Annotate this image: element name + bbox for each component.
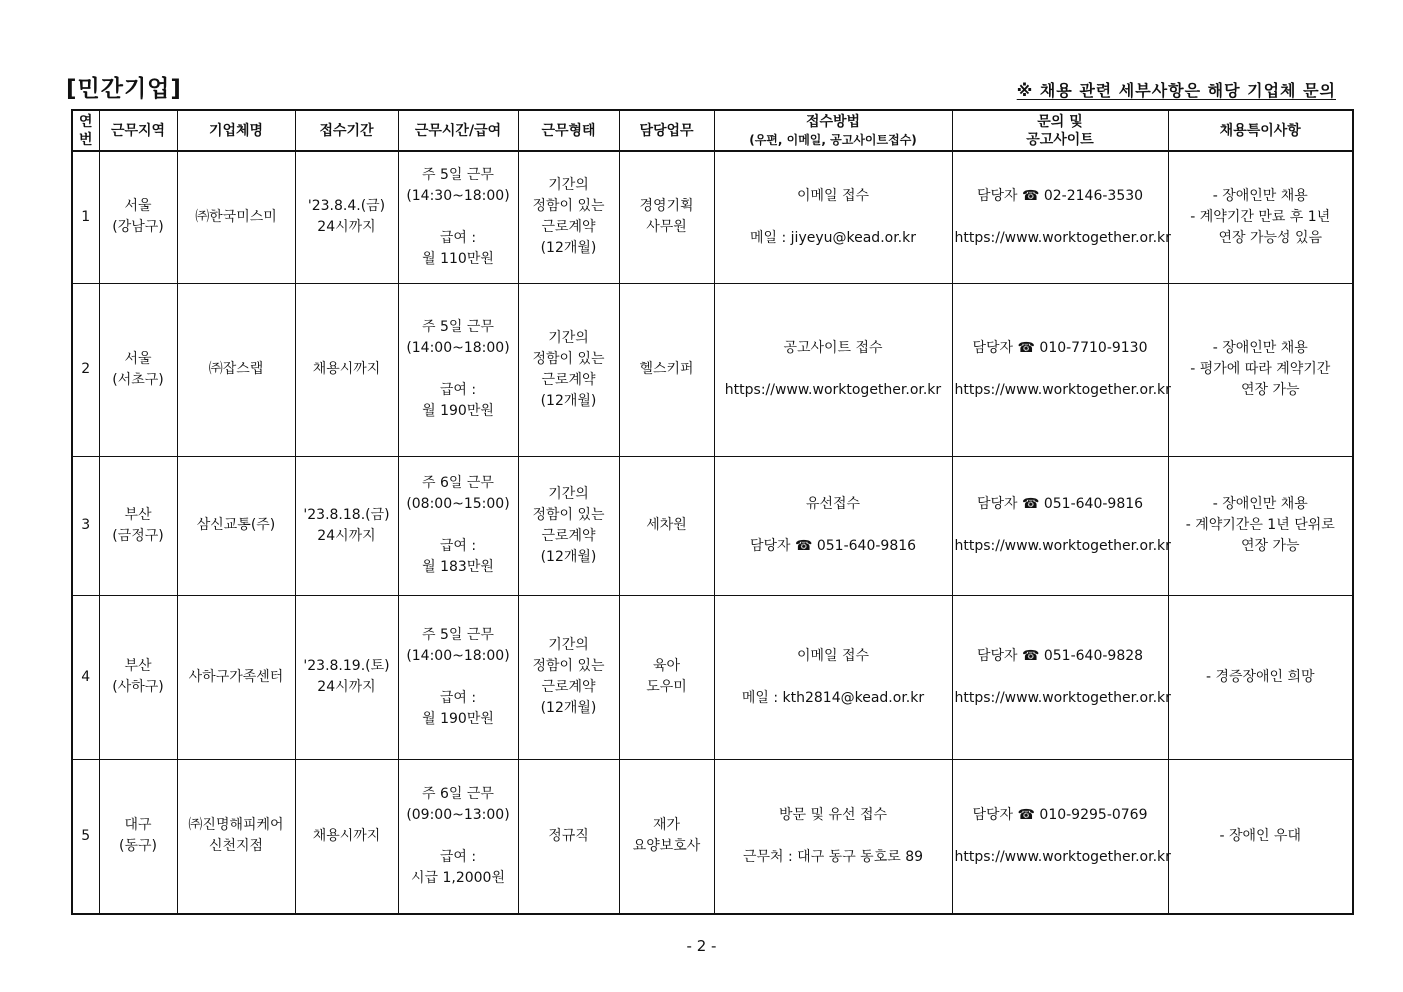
header-no: 연 번 xyxy=(72,110,99,151)
header-period: 접수기간 xyxy=(295,110,398,151)
employment-type: 기간의 정함이 있는 근로계약 (12개월) xyxy=(518,151,619,283)
inquiry-note: ※ 채용 관련 세부사항은 해당 기업체 문의 xyxy=(1016,81,1336,100)
duty: 육아 도우미 xyxy=(619,595,714,759)
work-region: 부산 (금정구) xyxy=(99,456,177,595)
table-row xyxy=(72,283,1353,456)
work-hours-pay: 주 5일 근무 (14:00~18:00) 급여 : 월 190만원 xyxy=(398,283,518,456)
contact-site-link[interactable]: https://www.worktogether.or.kr xyxy=(954,689,1171,706)
hiring-notes: - 경증장애인 희망 xyxy=(1168,595,1353,759)
row-number: 4 xyxy=(72,595,99,759)
application-method: 공고사이트 접수 https://www.worktogether.or.kr xyxy=(714,283,952,456)
work-region: 서울 (서초구) xyxy=(99,283,177,456)
page-title: [민간기업] xyxy=(66,76,182,102)
application-period: '23.8.19.(토) 24시까지 xyxy=(295,595,398,759)
contact-site-link[interactable]: https://www.worktogether.or.kr xyxy=(954,538,1171,554)
contact-site-link[interactable]: https://www.worktogether.or.kr xyxy=(954,229,1171,246)
work-region: 부산 (사하구) xyxy=(99,595,177,759)
page-number: - 2 - xyxy=(686,937,717,955)
application-period: '23.8.4.(금) 24시까지 xyxy=(295,151,398,283)
company-name: ㈜진명해피케어 신천지점 xyxy=(177,759,295,914)
contact-phone: 담당자 ☎ 051-640-9828 xyxy=(976,647,1144,664)
header-type: 근무형태 xyxy=(518,110,619,151)
company-name: ㈜한국미스미 xyxy=(177,151,295,283)
contact-phone: 담당자 ☎ 02-2146-3530 xyxy=(976,187,1144,204)
contact-info xyxy=(952,595,1171,759)
header-region: 근무지역 xyxy=(99,110,177,151)
contact-info xyxy=(952,283,1171,456)
row-number: 2 xyxy=(72,283,99,456)
work-hours-pay: 주 6일 근무 (09:00~13:00) 급여 : 시급 1,2000원 xyxy=(398,759,518,914)
hiring-notes: - 장애인만 채용 - 계약기간은 1년 단위로 연장 가능 xyxy=(1168,456,1353,595)
header-contact: 문의 및 공고사이트 xyxy=(952,110,1168,151)
application-period: 채용시까지 xyxy=(295,759,398,914)
work-region: 대구 (동구) xyxy=(99,759,177,914)
application-period: '23.8.18.(금) 24시까지 xyxy=(295,456,398,595)
hiring-notes: - 장애인 우대 xyxy=(1168,759,1353,914)
contact-info xyxy=(952,151,1171,283)
application-method: 유선접수 담당자 ☎ 051-640-9816 xyxy=(714,456,952,595)
header-method: 접수방법 (우편, 이메일, 공고사이트접수) xyxy=(714,110,952,151)
row-number: 5 xyxy=(72,759,99,914)
header-hours: 근무시간/급여 xyxy=(398,110,518,151)
header-company: 기업체명 xyxy=(177,110,295,151)
contact-phone: 담당자 ☎ 010-7710-9130 xyxy=(972,340,1148,356)
table-row xyxy=(72,759,1353,914)
table-row xyxy=(72,151,1353,283)
work-region: 서울 (강남구) xyxy=(99,151,177,283)
contact-phone: 담당자 ☎ 051-640-9816 xyxy=(976,496,1144,512)
application-method: 이메일 접수 메일 : jiyeyu@kead.or.kr xyxy=(714,151,952,283)
contact-info xyxy=(952,456,1171,595)
application-method: 이메일 접수 메일 : kth2814@kead.or.kr xyxy=(714,595,952,759)
duty: 헬스키퍼 xyxy=(619,283,714,456)
table-header-row xyxy=(72,110,1353,151)
header-duty: 담당업무 xyxy=(619,110,714,151)
contact-phone: 담당자 ☎ 010-9295-0769 xyxy=(972,806,1148,823)
row-number: 1 xyxy=(72,151,99,283)
contact-info xyxy=(952,759,1171,914)
table-row xyxy=(72,456,1353,595)
employment-type: 기간의 정함이 있는 근로계약 (12개월) xyxy=(518,456,619,595)
work-hours-pay: 주 5일 근무 (14:30~18:00) 급여 : 월 110만원 xyxy=(398,151,518,283)
application-period: 채용시까지 xyxy=(295,283,398,456)
header-notes: 채용특이사항 xyxy=(1168,110,1353,151)
hiring-notes: - 장애인만 채용 - 평가에 따라 계약기간 연장 가능 xyxy=(1168,283,1353,456)
hiring-notes: - 장애인만 채용 - 계약기간 만료 후 1년 연장 가능성 있음 xyxy=(1168,151,1353,283)
company-name: 사하구가족센터 xyxy=(177,595,295,759)
application-method: 방문 및 유선 접수 근무처 : 대구 동구 동호로 89 xyxy=(714,759,952,914)
duty: 재가 요양보호사 xyxy=(619,759,714,914)
employment-type: 정규직 xyxy=(518,759,619,914)
duty: 경영기획 사무원 xyxy=(619,151,714,283)
company-name: ㈜잡스랩 xyxy=(177,283,295,456)
employment-type: 기간의 정함이 있는 근로계약 (12개월) xyxy=(518,283,619,456)
contact-site-link[interactable]: https://www.worktogether.or.kr xyxy=(954,382,1171,398)
job-listings-table xyxy=(71,109,1354,915)
company-name: 삼신교통(주) xyxy=(177,456,295,595)
work-hours-pay: 주 6일 근무 (08:00~15:00) 급여 : 월 183만원 xyxy=(398,456,518,595)
employment-type: 기간의 정함이 있는 근로계약 (12개월) xyxy=(518,595,619,759)
row-number: 3 xyxy=(72,456,99,595)
work-hours-pay: 주 5일 근무 (14:00~18:00) 급여 : 월 190만원 xyxy=(398,595,518,759)
contact-site-link[interactable]: https://www.worktogether.or.kr xyxy=(954,848,1171,865)
duty: 세차원 xyxy=(619,456,714,595)
table-row xyxy=(72,595,1353,759)
